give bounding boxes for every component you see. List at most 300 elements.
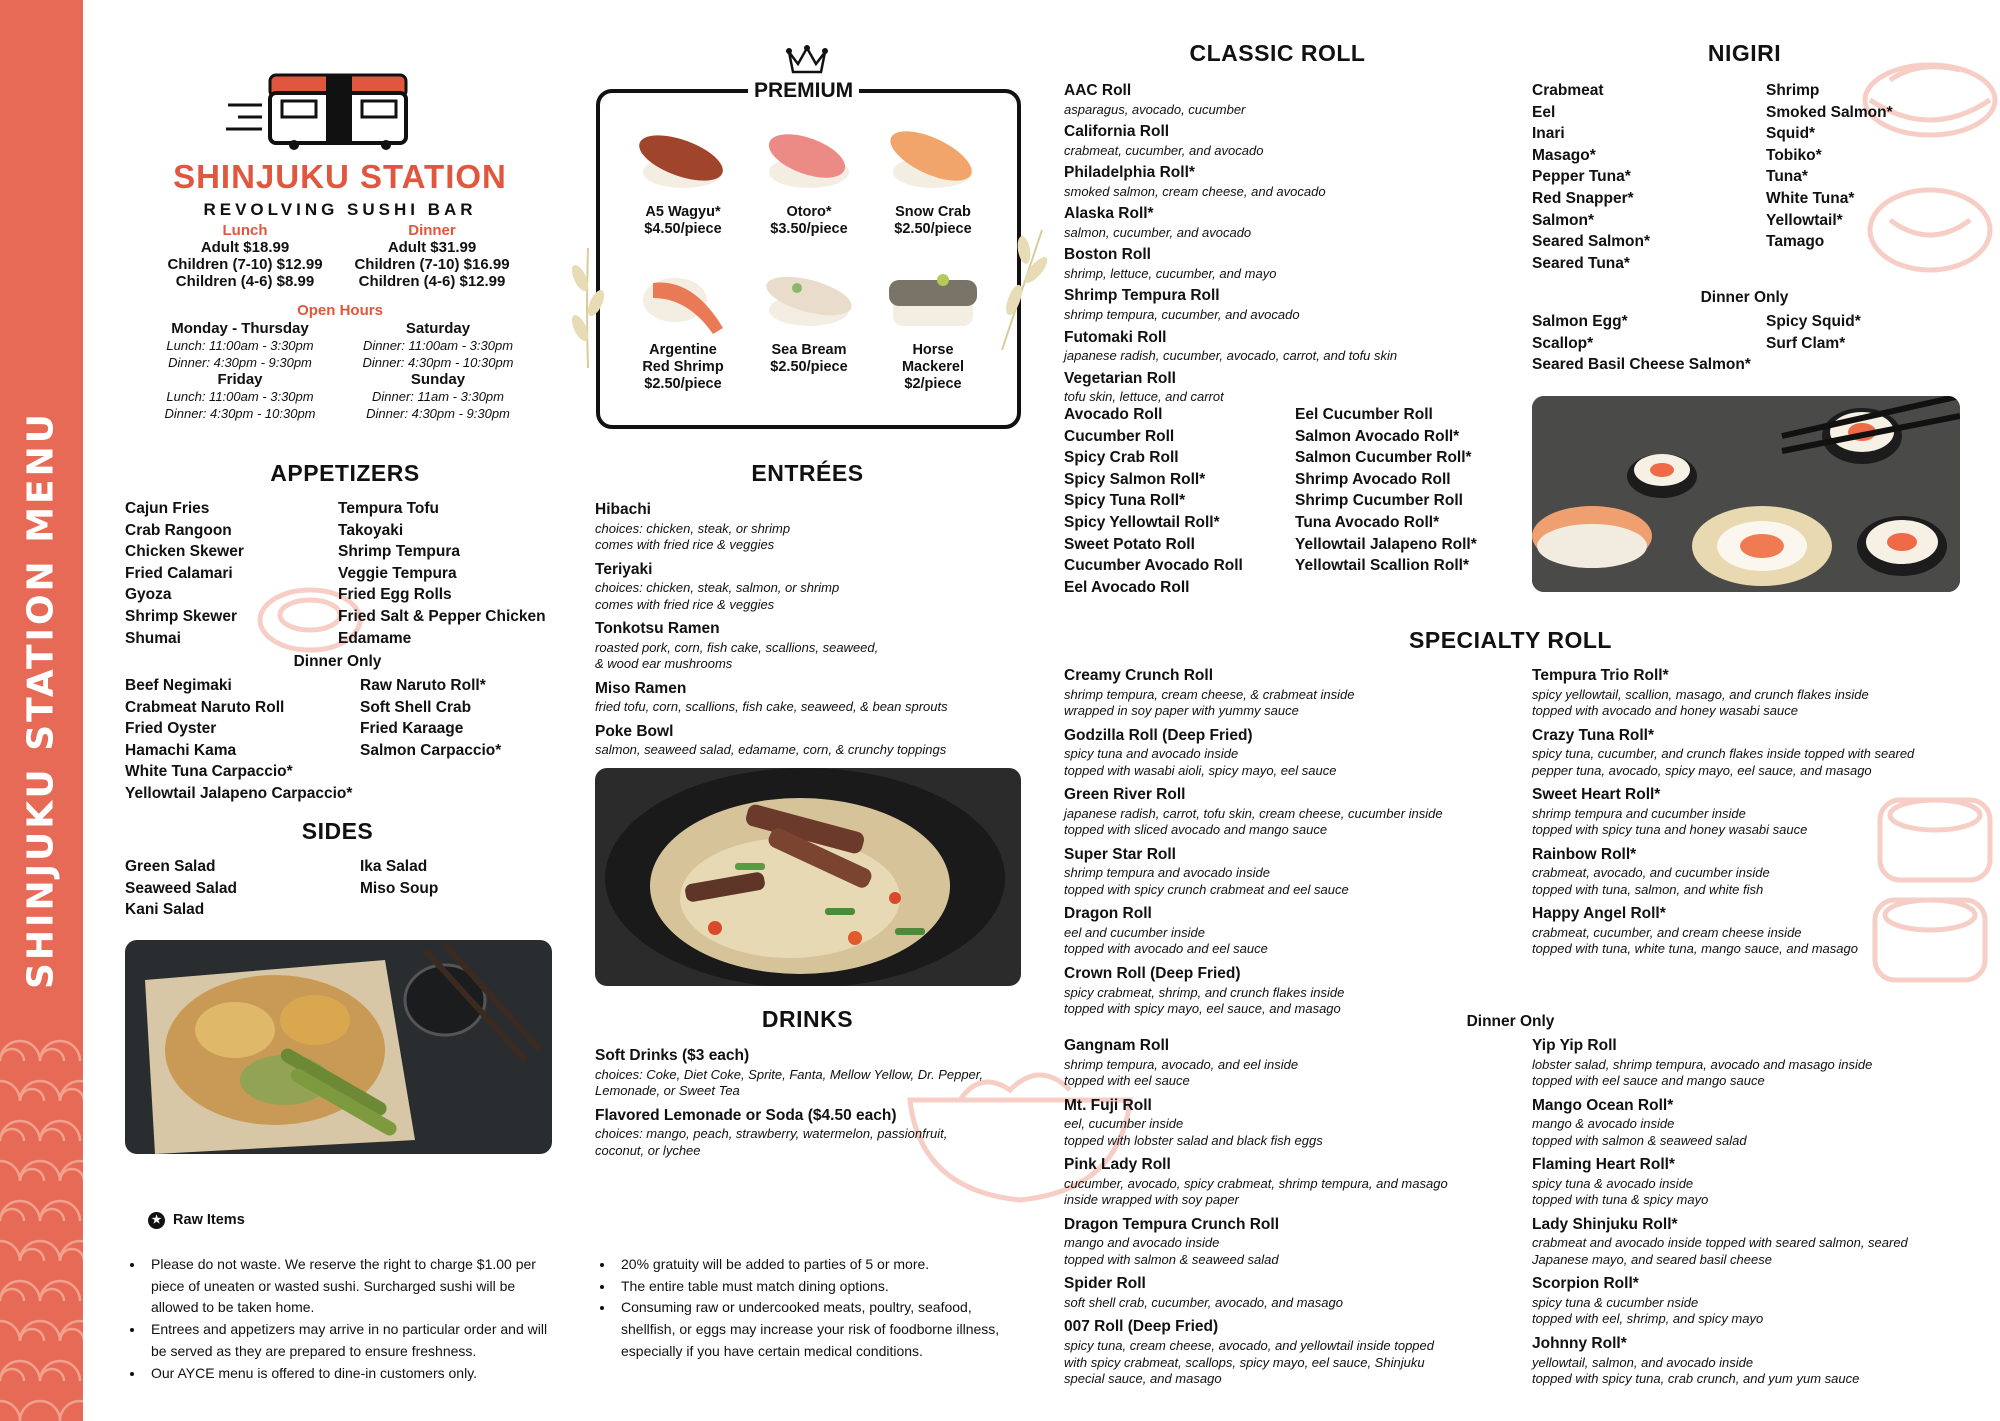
list-item: Crabmeat [1532,82,1604,99]
sides-title: SIDES [301,818,374,844]
roll-desc: japanese radish, cucumber, avocado, carrot, and tofu skin [1064,348,1398,364]
raw-items-label: Raw Items [173,1212,245,1228]
premium-item-price: $4.50/piece [644,221,722,237]
lunch-pricing [150,222,340,290]
roll-desc: topped with tuna, white tuna, mango sauce, and masago [1532,941,1858,957]
list-item: Scallop* [1532,334,1594,352]
classic-roll-right [1295,404,1515,577]
list-item: Tempura Tofu [338,500,440,517]
hours-mon-thu-day: Monday - Thursday [171,320,309,337]
roll-name: Super Star Roll [1064,845,1176,863]
roll-desc: mango & avocado inside [1532,1116,1675,1132]
roll-name: Lady Shinjuku Roll* [1532,1215,1678,1233]
hibachi-photo [595,768,1021,986]
roll-desc: Japanese mayo, and seared basil cheese [1532,1251,1772,1267]
nigiri-dinner-left [1532,311,1772,376]
list-item: Miso Soup [360,879,439,897]
hours-fri-day: Friday [217,371,263,388]
entree-name: Poke Bowl [595,722,674,740]
wave-pattern [0,1021,83,1421]
list-item: Spicy Squid* [1766,313,1861,330]
list-item: Avocado Roll [1064,406,1163,423]
entree-desc: salmon, seaweed salad, edamame, corn, & crunchy toppings [595,742,947,758]
appetizers-dinner-left [125,675,355,805]
specialty-dinner-label: Dinner Only [1466,1013,1555,1030]
drinks-list [595,1045,1035,1164]
roll-name: Mt. Fuji Roll [1064,1096,1152,1114]
open-hours-label: Open Hours [297,302,383,319]
roll-desc: topped with wasabi aioli, spicy mayo, eel sauce [1064,762,1337,778]
list-item: Squid* [1766,125,1816,143]
roll-name: Rainbow Roll* [1532,845,1637,863]
drink-item [595,1045,1035,1100]
list-item: White Tuna Carpaccio* [125,763,293,781]
drink-desc: coconut, or lychee [595,1142,701,1158]
roll-desc: shrimp, lettuce, cucumber, and mayo [1064,265,1277,281]
list-item: Smoked Salmon* [1766,103,1893,121]
hours-left [140,320,340,422]
classic-roll-list [1064,80,1504,409]
list-item: Shumai [125,629,181,647]
list-item: Spicy Tuna Roll* [1064,492,1186,510]
list-item: Hamachi Kama [125,741,237,759]
entree-desc: comes with fried rice & veggies [595,537,775,553]
roll-name: Dragon Tempura Crunch Roll [1064,1215,1280,1233]
premium-item-wagyu [618,120,748,238]
lunch-child-7-10: Children (7-10) $12.99 [167,256,323,273]
roll-name: Creamy Crunch Roll [1064,667,1214,684]
train-logo-icon [226,71,410,151]
note-item: • Please do not waste. We reserve the right to charge $1.00 per piece of uneaten or wasted sushi. Surcharged sushi will be allowed to be taken home. [145,1254,555,1319]
roll-desc: topped with spicy tuna, crab crunch, and yum yum sauce [1532,1371,1860,1387]
red-shrimp-nigiri-icon [633,258,733,338]
roll-name: Flaming Heart Roll* [1532,1156,1675,1174]
roll-desc: shrimp tempura, cream cheese, & crabmeat inside [1064,686,1355,702]
list-item: Ika Salad [360,858,428,875]
list-item: Salmon Avocado Roll* [1295,427,1460,445]
list-item: Seaweed Salad [125,879,238,897]
note-item: • 20% gratuity will be added to parties of 5 or more. [615,1254,1025,1276]
leaf-left-icon [568,248,608,368]
roll-item [1532,665,1977,720]
nigiri-dinner-right [1766,311,1966,354]
premium-item-name: Horse [912,342,954,358]
list-item: Edamame [338,629,412,647]
list-item: Fried Salt & Pepper Chicken [338,607,546,625]
list-item: Salmon* [1532,211,1595,229]
entree-name: Hibachi [595,501,651,518]
roll-item [1064,80,1504,118]
entree-name: Teriyaki [595,560,653,578]
nigiri-dinner-label: Dinner Only [1700,289,1789,306]
dinner-child-4-6: Children (4-6) $12.99 [358,273,506,290]
appetizers-right [338,498,568,649]
roll-name: Happy Angel Roll* [1532,905,1666,923]
list-item: Kani Salad [125,901,205,919]
roll-item [1064,1316,1509,1387]
specialty-roll-title: SPECIALTY ROLL [1409,627,1612,653]
roll-item [1532,784,1977,839]
roll-desc: topped with avocado and eel sauce [1064,941,1268,957]
premium-item-name: Otoro* [786,204,832,220]
roll-desc: salmon, cucumber, and avocado [1064,224,1252,240]
specialty-dinner-left [1064,1035,1509,1393]
roll-item [1064,121,1504,159]
list-item: Yellowtail Scallion Roll* [1295,557,1469,575]
wagyu-nigiri-icon [633,120,733,200]
roll-desc: topped with spicy crunch crabmeat and eel sauce [1064,881,1349,897]
note-item: • The entire table must match dining options. [615,1276,1025,1298]
note-item: • Our AYCE menu is offered to dine-in customers only. [145,1363,555,1385]
sidebar-title: SHINJUKU STATION MENU [20,411,62,989]
list-item: Fried Egg Rolls [338,586,452,604]
entree-item [595,721,1025,759]
list-item: Veggie Tempura [338,564,457,582]
specialty-left [1064,665,1504,1023]
roll-item [1064,1035,1509,1090]
premium-item-otoro [744,120,874,238]
roll-name: Mango Ocean Roll* [1532,1096,1674,1114]
roll-desc: topped with salmon & seaweed salad [1064,1251,1279,1267]
roll-item [1064,203,1504,241]
roll-name: Crown Roll (Deep Fried) [1064,964,1241,982]
list-item: Tamago [1766,233,1825,251]
nigiri-left [1532,80,1752,274]
entree-desc: choices: chicken, steak, salmon, or shrimp [595,580,840,596]
drink-desc: choices: Coke, Diet Coke, Sprite, Fanta, Mellow Yellow, Dr. Pepper, [595,1066,984,1082]
roll-name: Gangnam Roll [1064,1037,1170,1054]
list-item: Chicken Skewer [125,543,244,561]
roll-desc: spicy tuna & cucumber nside [1532,1294,1699,1310]
roll-item [1064,784,1504,839]
roll-desc: topped with eel sauce [1064,1073,1190,1089]
premium-item-sea-bream [744,258,874,376]
roll-item [1064,903,1504,958]
entrees-list [595,499,1025,764]
list-item: Fried Calamari [125,564,233,582]
roll-name: Crazy Tuna Roll* [1532,726,1655,744]
hours-sat-day: Saturday [405,320,471,337]
nigiri-right [1766,80,1986,253]
appetizers-title: APPETIZERS [270,460,420,486]
lunch-label: Lunch [222,222,268,239]
roll-desc: asparagus, avocado, cucumber [1064,101,1246,117]
leaf-right-icon [992,230,1052,350]
list-item: Eel Cucumber Roll [1295,406,1433,423]
list-item: Tuna* [1766,168,1808,186]
list-item: Shrimp Skewer [125,607,237,625]
roll-desc: shrimp tempura and cucumber inside [1532,805,1746,821]
appetizers-left [125,498,325,649]
roll-desc: topped with tuna & spicy mayo [1532,1192,1709,1208]
roll-desc: topped with salmon & seaweed salad [1532,1132,1747,1148]
list-item: Eel [1532,103,1556,121]
specialty-dinner-right [1532,1035,1977,1393]
premium-item-price: $2.50/piece [644,376,722,392]
entree-name: Tonkotsu Ramen [595,620,720,638]
roll-item [1064,1154,1509,1209]
classic-roll-left [1064,404,1284,598]
roll-item [1532,844,1977,899]
roll-name: Vegetarian Roll [1064,369,1176,387]
list-item: Seared Salmon* [1532,233,1651,251]
list-item: Spicy Salmon Roll* [1064,470,1206,488]
entree-item [595,559,1025,614]
list-item: Seared Basil Cheese Salmon* [1532,356,1751,374]
roll-name: Tempura Trio Roll* [1532,667,1669,684]
list-item: Surf Clam* [1766,334,1846,352]
roll-name: 007 Roll (Deep Fried) [1064,1318,1219,1336]
roll-name: Sweet Heart Roll* [1532,786,1661,804]
entree-item [595,499,1025,554]
roll-item [1532,1333,1977,1388]
roll-item [1532,903,1977,958]
brand-name: SHINJUKU STATION [173,158,507,195]
premium-item-name: A5 Wagyu* [645,204,721,220]
roll-desc: tofu skin, lettuce, and carrot [1064,389,1224,405]
roll-desc: yellowtail, salmon, and avocado inside [1532,1354,1754,1370]
roll-name: Green River Roll [1064,786,1186,804]
roll-desc: eel, cucumber inside [1064,1116,1184,1132]
entree-desc: choices: chicken, steak, or shrimp [595,520,791,536]
list-item: Eel Avocado Roll [1064,578,1190,596]
roll-desc: spicy tuna, cucumber, and crunch flakes inside topped with seared [1532,746,1915,762]
roll-desc: spicy yellowtail, scallion, masago, and crunch flakes inside [1532,686,1869,702]
premium-item-name-2: Red Shrimp [642,359,724,375]
sushi-photo [1532,396,1960,592]
roll-desc: crabmeat, avocado, and cucumber inside [1532,865,1770,881]
snow-crab-nigiri-icon [883,120,983,200]
hours-fri-lunch: Lunch: 11:00am - 3:30pm [166,389,314,404]
drink-item [595,1105,1035,1160]
brand-tagline: REVOLVING SUSHI BAR [203,200,477,219]
list-item: Beef Negimaki [125,677,232,694]
hours-sun-day: Sunday [410,371,466,388]
sides-right [360,856,560,899]
roll-item [1532,1035,1977,1090]
roll-item [1064,1214,1509,1269]
roll-desc: mango and avocado inside [1064,1235,1220,1251]
sidebar [0,0,83,1421]
roll-item [1064,368,1504,406]
list-item: Cajun Fries [125,500,210,517]
roll-item [1532,1214,1977,1269]
list-item: Cucumber Avocado Roll [1064,557,1243,575]
entree-item [595,618,1025,673]
roll-item [1064,1273,1509,1311]
list-item: Red Snapper* [1532,189,1634,207]
roll-desc: topped with lobster salad and black fish eggs [1064,1132,1323,1148]
hours-sun-l1: Dinner: 11am - 3:30pm [372,389,504,404]
hours-sat-l1: Dinner: 11:00am - 3:30pm [362,338,514,353]
note-item: • Entrees and appetizers may arrive in no particular order and will be served as they are prepared to ensure freshness. [145,1319,555,1362]
list-item: Crabmeat Naruto Roll [125,698,285,716]
roll-name: Alaska Roll* [1064,205,1154,223]
hours-mon-thu-lunch: Lunch: 11:00am - 3:30pm [166,338,314,353]
roll-desc: inside wrapped with soy paper [1064,1192,1239,1208]
nigiri-title: NIGIRI [1707,40,1782,66]
roll-item [1532,725,1977,780]
appetizers-dinner-label: Dinner Only [293,653,382,670]
roll-name: California Roll [1064,123,1170,141]
drink-desc: choices: mango, peach, strawberry, watermelon, passionfruit, [595,1126,948,1142]
roll-desc: topped with eel, shrimp, and spicy mayo [1532,1311,1764,1327]
roll-name: Spider Roll [1064,1275,1146,1293]
list-item: Yellowtail* [1766,211,1843,229]
list-item: Shrimp [1766,82,1820,99]
hours-sat-l2: Dinner: 4:30pm - 10:30pm [362,355,514,370]
premium-item-horse-mackerel [868,258,998,393]
roll-desc: crabmeat and avocado inside topped with seared salmon, seared [1532,1235,1908,1251]
list-item: Inari [1532,125,1565,143]
premium-item-name: Argentine [649,342,717,358]
roll-desc: spicy tuna & avocado inside [1532,1175,1694,1191]
roll-desc: crabmeat, cucumber, and cream cheese inside [1532,924,1802,940]
dinner-pricing [336,222,528,290]
dinner-child-7-10: Children (7-10) $16.99 [354,256,510,273]
roll-desc: topped with sliced avocado and mango sauce [1064,822,1328,838]
roll-desc: topped with eel sauce and mango sauce [1532,1073,1765,1089]
list-item: Sweet Potato Roll [1064,535,1195,553]
entree-name: Miso Ramen [595,679,687,697]
list-item: Pepper Tuna* [1532,168,1631,186]
list-item: Masago* [1532,146,1596,164]
crown-icon [786,44,828,76]
roll-name: Scorpion Roll* [1532,1275,1639,1293]
entree-desc: fried tofu, corn, scallions, fish cake, seaweed, & bean sprouts [595,699,948,715]
roll-item [1064,665,1504,720]
list-item: Salmon Egg* [1532,313,1628,330]
list-item: White Tuna* [1766,189,1855,207]
roll-item [1532,1095,1977,1150]
roll-desc: shrimp tempura, avocado, and eel inside [1064,1056,1299,1072]
list-item: Gyoza [125,586,172,604]
dinner-label: Dinner [408,222,456,239]
dinner-adult: Adult $31.99 [387,239,477,256]
premium-item-price: $2.50/piece [770,359,848,375]
roll-desc: cucumber, avocado, spicy crabmeat, shrimp tempura, and masago [1064,1175,1448,1191]
notes-left [125,1254,555,1384]
roll-item [1064,963,1504,1018]
list-item: Soft Shell Crab [360,698,472,716]
list-item: Green Salad [125,858,216,875]
roll-item [1064,285,1504,323]
drink-name: Soft Drinks ($3 each) [595,1047,750,1064]
roll-desc: topped with tuna, salmon, and white fish [1532,881,1764,897]
roll-desc: crabmeat, cucumber, and avocado [1064,142,1264,158]
sea-bream-nigiri-icon [759,258,859,338]
drink-desc: Lemonade, or Sweet Tea [595,1083,740,1099]
roll-desc: special sauce, and masago [1064,1371,1222,1387]
premium-item-price: $2.50/piece [894,221,972,237]
list-item: Takoyaki [338,521,404,539]
list-item: Raw Naruto Roll* [360,677,486,694]
entree-item [595,678,1025,716]
roll-name: Johnny Roll* [1532,1334,1627,1352]
roll-name: Godzilla Roll (Deep Fried) [1064,726,1253,744]
lunch-adult: Adult $18.99 [200,239,290,256]
tempura-photo [125,940,552,1154]
hours-right [338,320,538,422]
premium-fish-shape [889,280,977,306]
roll-name: Dragon Roll [1064,905,1152,923]
notes-right [595,1254,1025,1363]
roll-item [1064,162,1504,200]
list-item: Crab Rangoon [125,521,232,539]
roll-desc: eel and cucumber inside [1064,924,1205,940]
list-item: Yellowtail Jalapeno Carpaccio* [125,784,353,802]
hours-sun-l2: Dinner: 4:30pm - 9:30pm [366,406,510,421]
list-item: Salmon Carpaccio* [360,741,502,759]
open-hours [140,302,540,319]
list-item: Shrimp Cucumber Roll [1295,492,1463,510]
list-item: Fried Karaage [360,720,464,738]
list-item: Yellowtail Jalapeno Roll* [1295,535,1477,553]
roll-desc: shrimp tempura and avocado inside [1064,865,1270,881]
otoro-nigiri-icon [759,120,859,200]
roll-desc: soft shell crab, cucumber, avocado, and masago [1064,1294,1343,1310]
roll-item [1064,725,1504,780]
note-item: • Consuming raw or undercooked meats, poultry, seafood, shellfish, or eggs may increase your risk of foodborne illness, especially if you have certain medical conditions. [615,1297,1025,1362]
roll-desc: topped with avocado and honey wasabi sauce [1532,703,1798,719]
roll-item [1064,244,1504,282]
list-item: Tuna Avocado Roll* [1295,513,1440,531]
roll-name: Shrimp Tempura Roll [1064,287,1220,305]
roll-desc: spicy tuna, cream cheese, avocado, and yellowtail inside topped [1064,1338,1434,1354]
horse-mackerel-nigiri-icon [883,258,983,338]
hours-fri-dinner: Dinner: 4:30pm - 10:30pm [164,406,316,421]
drink-name: Flavored Lemonade or Soda ($4.50 each) [595,1106,897,1124]
premium-title: PREMIUM [748,79,859,103]
roll-item [1532,1154,1977,1209]
specialty-right [1532,665,1977,963]
premium-item-name-2: Mackerel [901,359,965,375]
roll-item [1532,1273,1977,1328]
entree-desc: & wood ear mushrooms [595,656,733,672]
roll-desc: shrimp tempura, cucumber, and avocado [1064,307,1300,323]
list-item: Fried Oyster [125,720,217,738]
roll-name: Yip Yip Roll [1532,1037,1617,1054]
entree-desc: comes with fried rice & veggies [595,596,775,612]
list-item: Seared Tuna* [1532,254,1630,272]
premium-item-name: Sea Bream [771,342,847,358]
premium-item-snow-crab [868,120,998,238]
roll-desc: smoked salmon, cream cheese, and avocado [1064,183,1326,199]
roll-name: Boston Roll [1064,246,1151,264]
premium-item-price: $3.50/piece [770,221,848,237]
list-item: Spicy Yellowtail Roll* [1064,513,1220,531]
sides-left [125,856,325,921]
premium-item-price: $2/piece [904,376,962,392]
drinks-title: DRINKS [761,1006,854,1032]
roll-desc: spicy crabmeat, shrimp, and crunch flakes inside [1064,984,1345,1000]
roll-desc: wrapped in soy paper with yummy sauce [1064,703,1299,719]
hours-mon-thu-dinner: Dinner: 4:30pm - 9:30pm [168,355,312,370]
roll-item [1064,1095,1509,1150]
roll-desc: japanese radish, carrot, tofu skin, cream cheese, cucumber inside [1064,805,1443,821]
roll-desc: pepper tuna, avocado, spicy mayo, eel sauce, and masago [1532,762,1872,778]
roll-desc: spicy tuna and avocado inside [1064,746,1239,762]
roll-desc: topped with spicy mayo, eel sauce, and masago [1064,1001,1341,1017]
list-item: Shrimp Tempura [338,543,461,561]
entrees-title: ENTRÉES [751,460,864,486]
entree-desc: roasted pork, corn, fish cake, scallions, seaweed, [595,639,879,655]
roll-desc: topped with spicy tuna and honey wasabi sauce [1532,822,1808,838]
raw-items-legend [148,1210,348,1232]
roll-name: Futomaki Roll [1064,328,1167,346]
list-item: Tobiko* [1766,146,1822,164]
roll-desc: lobster salad, shrimp tempura, avocado and masago inside [1532,1056,1873,1072]
